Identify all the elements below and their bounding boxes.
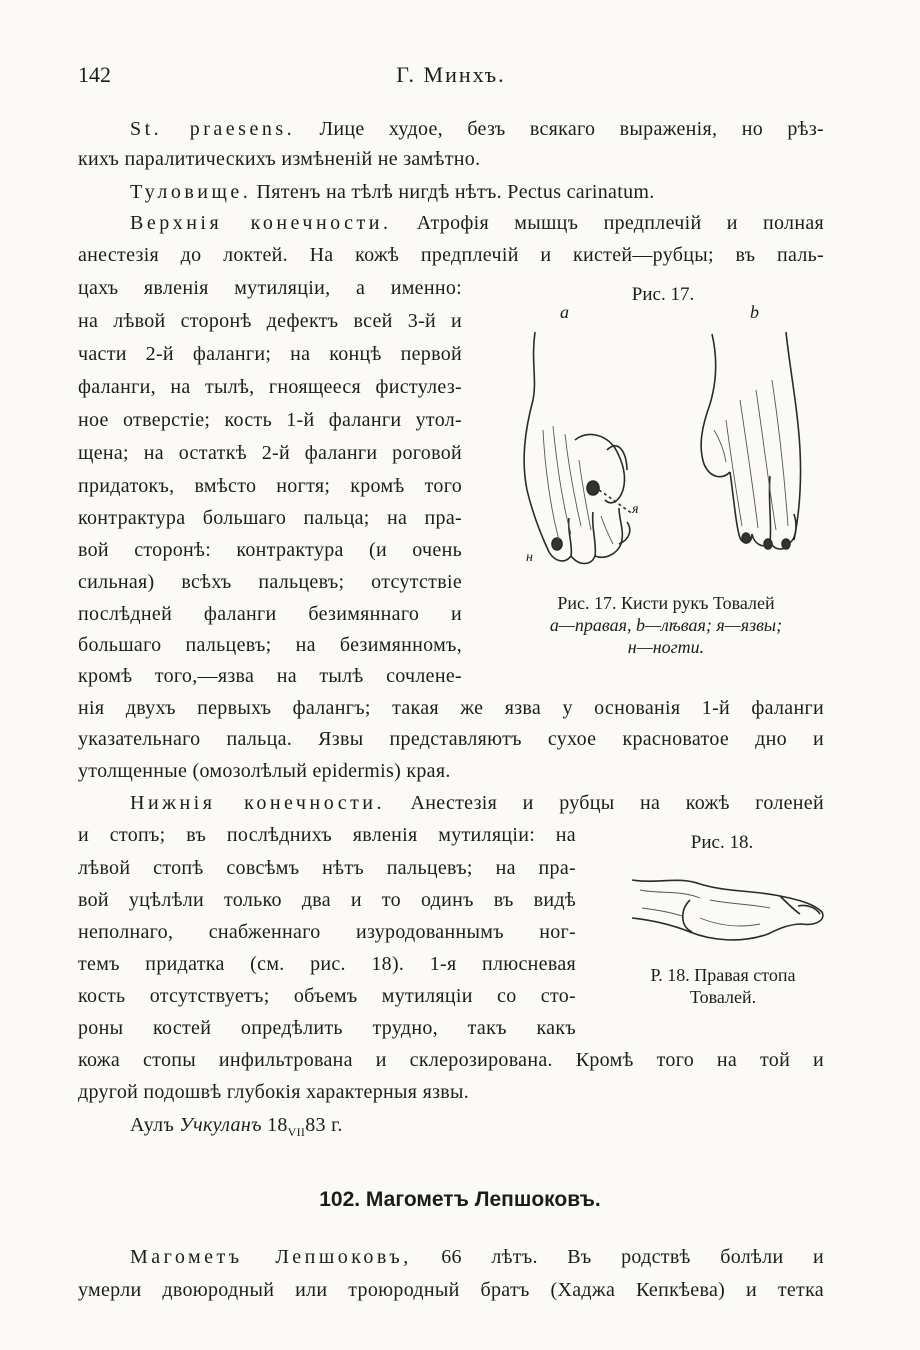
hand-right-drawing: [515, 330, 655, 575]
page-header: [78, 62, 824, 92]
text-line: анестезія до локтей. На кожѣ предплечій и кистей—рубцы; въ паль-: [78, 244, 824, 266]
text-line: нія двухъ первыхъ фалангъ; такая же язва у основанія 1-й фаланги: [78, 697, 824, 719]
place-name: Учкуланъ: [179, 1114, 262, 1136]
figure-18-caption: Р. 18. Правая стопа Товалей.: [650, 965, 796, 1007]
text-line: кожа стопы инфильтрована и склерозирована. Кромѣ того на той и: [78, 1049, 824, 1071]
text-line: части 2-й фаланги; на концѣ первой: [78, 343, 462, 365]
month-roman: VII: [287, 1125, 306, 1139]
text-line: на лѣвой сторонѣ дефектъ всей 3-й и: [78, 310, 462, 332]
text-line: цахъ явленія мутиляціи, а именно:: [78, 277, 462, 299]
page-number: 142: [78, 62, 111, 87]
figure-17-mark-n: н: [526, 550, 533, 565]
text-line: и стопъ; въ послѣднихъ явленія мутиляціи: на: [78, 824, 576, 846]
text-line: кромѣ того,—язва на тылѣ сочлене-: [78, 665, 462, 687]
figure-18-title: Рис. 18.: [690, 832, 754, 853]
foot-drawing: [630, 870, 830, 950]
figure-17-title: Рис. 17.: [631, 284, 695, 305]
figure-17-caption: Рис. 17. Кисти рукъ Товалей a—правая, b—лѣвая; я—язвы; н—ногти.: [549, 593, 783, 657]
text-line: большаго пальцевъ; на безимянномъ,: [78, 634, 462, 656]
text-line: фаланги, на тылѣ, гноящееся фистулез-: [78, 376, 462, 398]
text-line: ное отверстіе; кость 1-й фаланги утол-: [78, 409, 462, 431]
text-line: St. praesens. Лице худое, безъ всякаго выраженія, но рѣз-: [130, 118, 824, 140]
running-title: Г. Минхъ.: [396, 62, 506, 87]
text-line: кихъ паралитическихъ измѣненій не замѣтно.: [78, 148, 481, 170]
text-line: контрактура большаго пальца; на пра-: [78, 507, 462, 529]
figure-17-label-a: a: [560, 302, 569, 322]
text-line: вой уцѣлѣли только два и то одинъ въ видѣ: [78, 889, 576, 911]
text-line: темъ придатка (см. рис. 18). 1-я плюсневая: [78, 953, 576, 975]
text-line: лѣвой стопѣ совсѣмъ нѣтъ пальцевъ; на пра-: [78, 857, 576, 879]
text-line: умерли двоюродный или троюродный братъ (Хаджа Кепкѣева) и тетка: [78, 1279, 824, 1301]
text-line: послѣдней фаланги безимяннаго и: [78, 603, 462, 625]
text-line: Верхнія конечности. Атрофія мышцъ предплечій и полная: [130, 212, 824, 234]
signature-line: Аулъ Учкуланъ $18_{VII}83$ г.: [130, 1114, 343, 1139]
text-line: сильная) всѣхъ пальцевъ; отсутствіе: [78, 571, 462, 593]
text-line: вой сторонѣ: контрактура (и очень: [78, 539, 462, 561]
text-line: Туловище. Пятенъ на тѣлѣ нигдѣ нѣтъ. Pectus carinatum.: [130, 181, 655, 203]
text-line: другой подошвѣ глубокія характерныя язвы.: [78, 1081, 470, 1103]
figure-17-mark-ya: я: [632, 502, 639, 517]
text-line: Магометъ Лепшоковъ, 66 лѣтъ. Въ родствѣ болѣли и: [130, 1246, 824, 1268]
text-line: утолщенные (омозолѣлый epidermis) края.: [78, 760, 451, 782]
text-line: неполнаго, снабженнаго изуродованнымъ ног-: [78, 921, 576, 943]
text-line: роны костей опредѣлить трудно, такъ какъ: [78, 1017, 576, 1039]
text-line: Нижнія конечности. Анестезія и рубцы на кожѣ голеней: [130, 792, 824, 814]
text-line: придатокъ, вмѣсто ногтя; кромѣ того: [78, 475, 462, 497]
section-heading: 102. Магометъ Лепшоковъ.: [319, 1188, 601, 1211]
text-line: щена; на остаткѣ 2-й фаланги роговой: [78, 442, 462, 464]
text-line: указательнаго пальца. Язвы представляютъ сухое красноватое дно и: [78, 728, 824, 750]
hand-left-drawing: [690, 330, 830, 565]
figure-17-label-b: b: [750, 302, 759, 322]
text-line: кость отсутствуетъ; объемъ мутиляціи со сто-: [78, 985, 576, 1007]
